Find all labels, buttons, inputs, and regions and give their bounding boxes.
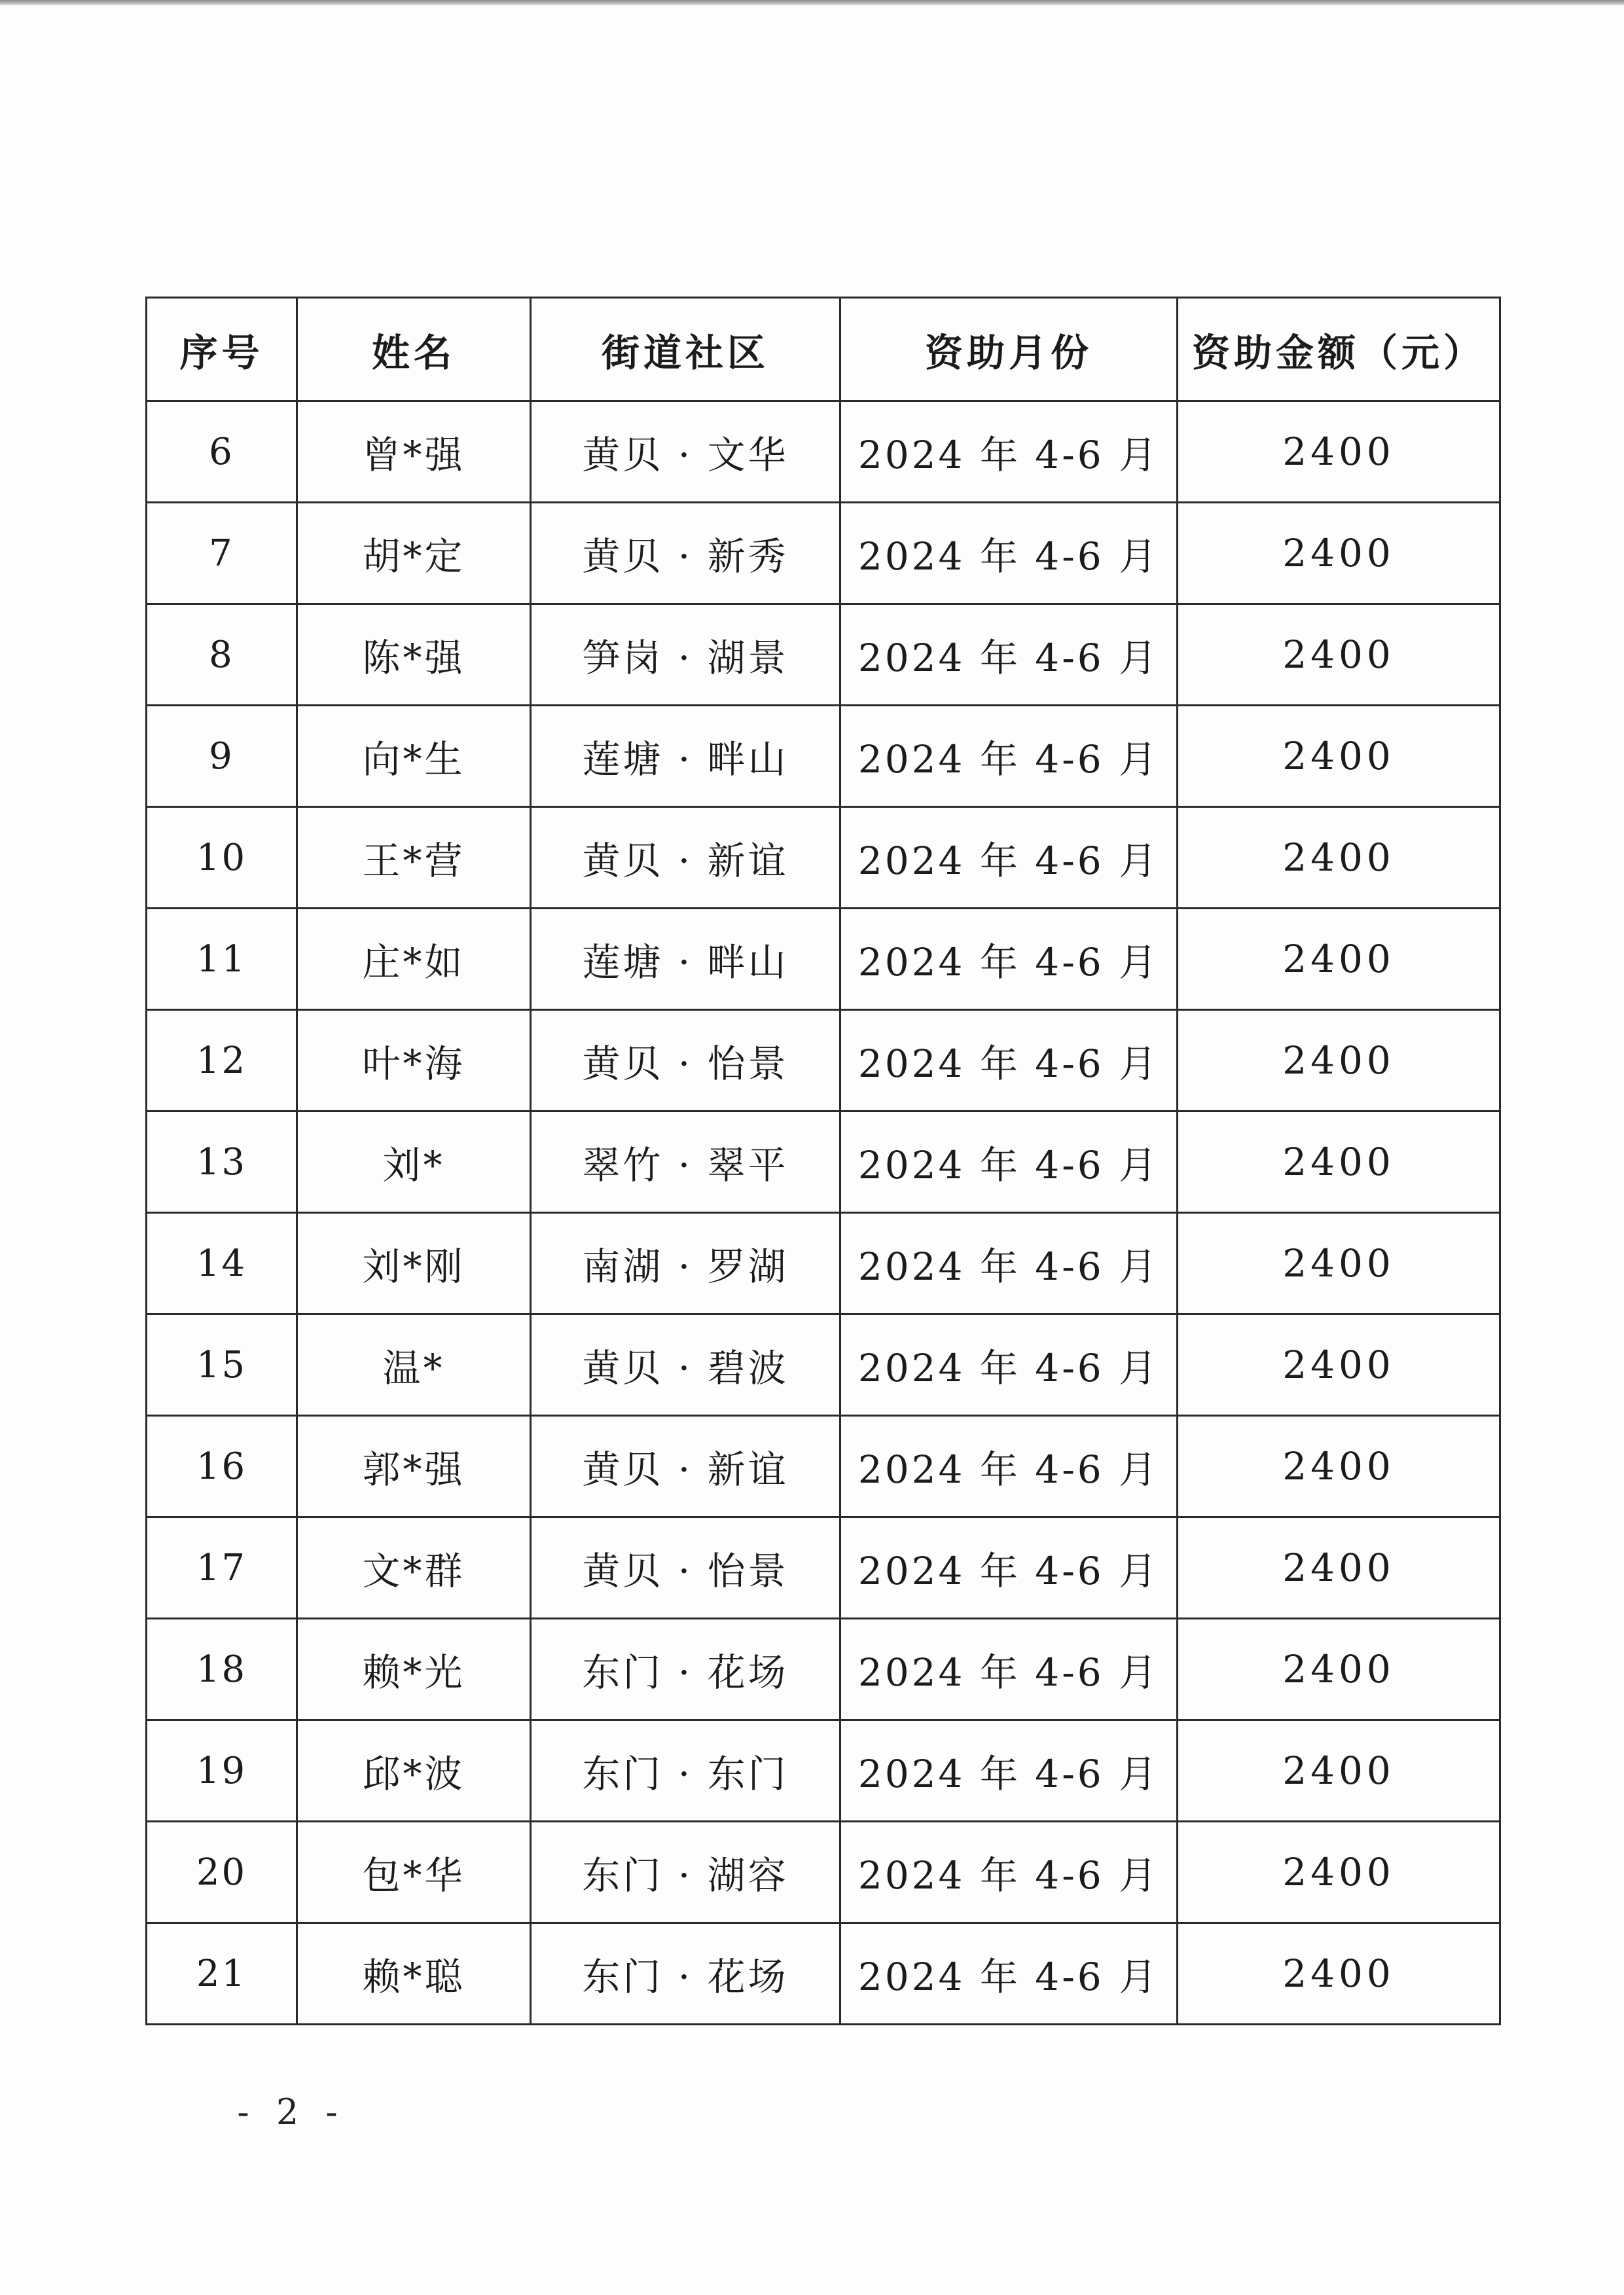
cell-community: 东门 · 花场 (531, 1619, 840, 1720)
subsidy-table-container (145, 297, 1499, 2025)
table-row (147, 1619, 1500, 1720)
cell-amount: 2400 (1178, 1822, 1500, 1923)
cell-name: 赖*聪 (297, 1923, 531, 2025)
table-row (147, 1213, 1500, 1314)
cell-name: 陈*强 (297, 604, 531, 706)
cell-name: 刘*刚 (297, 1213, 531, 1314)
cell-community: 翠竹 · 翠平 (531, 1111, 840, 1213)
cell-month: 2024 年 4-6 月 (840, 1720, 1178, 1822)
cell-amount: 2400 (1178, 706, 1500, 807)
cell-community: 东门 · 花场 (531, 1923, 840, 2025)
cell-amount: 2400 (1178, 503, 1500, 604)
cell-name: 文*群 (297, 1517, 531, 1619)
cell-index: 15 (147, 1314, 297, 1416)
cell-amount: 2400 (1178, 1923, 1500, 2025)
header-index: 序号 (147, 298, 297, 401)
cell-amount: 2400 (1178, 1111, 1500, 1213)
cell-month: 2024 年 4-6 月 (840, 604, 1178, 706)
cell-community: 南湖 · 罗湖 (531, 1213, 840, 1314)
header-community: 街道社区 (531, 298, 840, 401)
cell-month: 2024 年 4-6 月 (840, 909, 1178, 1010)
header-month: 资助月份 (840, 298, 1178, 401)
cell-name: 郭*强 (297, 1416, 531, 1517)
cell-month: 2024 年 4-6 月 (840, 1619, 1178, 1720)
cell-amount: 2400 (1178, 401, 1500, 503)
cell-amount: 2400 (1178, 604, 1500, 706)
cell-community: 莲塘 · 畔山 (531, 706, 840, 807)
cell-index: 12 (147, 1010, 297, 1111)
cell-name: 庄*如 (297, 909, 531, 1010)
cell-month: 2024 年 4-6 月 (840, 706, 1178, 807)
cell-community: 黄贝 · 新秀 (531, 503, 840, 604)
cell-name: 向*生 (297, 706, 531, 807)
cell-month: 2024 年 4-6 月 (840, 401, 1178, 503)
table-body (147, 401, 1500, 2025)
cell-community: 黄贝 · 碧波 (531, 1314, 840, 1416)
table-row (147, 1517, 1500, 1619)
cell-month: 2024 年 4-6 月 (840, 1314, 1178, 1416)
cell-community: 黄贝 · 新谊 (531, 807, 840, 909)
header-name: 姓名 (297, 298, 531, 401)
cell-month: 2024 年 4-6 月 (840, 1213, 1178, 1314)
cell-community: 笋岗 · 湖景 (531, 604, 840, 706)
cell-index: 21 (147, 1923, 297, 2025)
table-row (147, 1314, 1500, 1416)
cell-index: 9 (147, 706, 297, 807)
cell-index: 14 (147, 1213, 297, 1314)
cell-amount: 2400 (1178, 1720, 1500, 1822)
cell-name: 温* (297, 1314, 531, 1416)
table-row (147, 1111, 1500, 1213)
cell-community: 黄贝 · 怡景 (531, 1010, 840, 1111)
cell-community: 东门 · 东门 (531, 1720, 840, 1822)
cell-amount: 2400 (1178, 1517, 1500, 1619)
cell-index: 18 (147, 1619, 297, 1720)
subsidy-table (145, 297, 1501, 2025)
table-row (147, 503, 1500, 604)
table-row (147, 1720, 1500, 1822)
cell-amount: 2400 (1178, 909, 1500, 1010)
header-amount: 资助金额（元） (1178, 298, 1500, 401)
cell-index: 13 (147, 1111, 297, 1213)
cell-index: 8 (147, 604, 297, 706)
scan-top-edge (0, 0, 1624, 5)
cell-month: 2024 年 4-6 月 (840, 1416, 1178, 1517)
cell-amount: 2400 (1178, 1416, 1500, 1517)
cell-community: 东门 · 湖容 (531, 1822, 840, 1923)
cell-amount: 2400 (1178, 807, 1500, 909)
cell-name: 曾*强 (297, 401, 531, 503)
cell-index: 19 (147, 1720, 297, 1822)
page-number: - 2 - (237, 2091, 346, 2133)
cell-index: 17 (147, 1517, 297, 1619)
table-row (147, 1923, 1500, 2025)
cell-name: 刘* (297, 1111, 531, 1213)
table-row (147, 909, 1500, 1010)
cell-index: 20 (147, 1822, 297, 1923)
cell-index: 16 (147, 1416, 297, 1517)
cell-name: 赖*光 (297, 1619, 531, 1720)
cell-month: 2024 年 4-6 月 (840, 807, 1178, 909)
table-row (147, 401, 1500, 503)
cell-community: 黄贝 · 文华 (531, 401, 840, 503)
cell-month: 2024 年 4-6 月 (840, 1010, 1178, 1111)
table-row (147, 1822, 1500, 1923)
cell-community: 黄贝 · 新谊 (531, 1416, 840, 1517)
cell-name: 王*营 (297, 807, 531, 909)
cell-index: 11 (147, 909, 297, 1010)
table-row (147, 604, 1500, 706)
cell-amount: 2400 (1178, 1619, 1500, 1720)
cell-amount: 2400 (1178, 1314, 1500, 1416)
cell-month: 2024 年 4-6 月 (840, 1923, 1178, 2025)
cell-amount: 2400 (1178, 1213, 1500, 1314)
cell-name: 叶*海 (297, 1010, 531, 1111)
cell-name: 胡*定 (297, 503, 531, 604)
cell-name: 包*华 (297, 1822, 531, 1923)
cell-index: 7 (147, 503, 297, 604)
cell-index: 10 (147, 807, 297, 909)
cell-month: 2024 年 4-6 月 (840, 503, 1178, 604)
cell-index: 6 (147, 401, 297, 503)
table-row (147, 1010, 1500, 1111)
cell-month: 2024 年 4-6 月 (840, 1111, 1178, 1213)
table-row (147, 1416, 1500, 1517)
table-row (147, 706, 1500, 807)
cell-community: 黄贝 · 怡景 (531, 1517, 840, 1619)
cell-amount: 2400 (1178, 1010, 1500, 1111)
cell-name: 邱*波 (297, 1720, 531, 1822)
cell-month: 2024 年 4-6 月 (840, 1822, 1178, 1923)
table-header-row (147, 298, 1500, 401)
cell-community: 莲塘 · 畔山 (531, 909, 840, 1010)
cell-month: 2024 年 4-6 月 (840, 1517, 1178, 1619)
table-row (147, 807, 1500, 909)
